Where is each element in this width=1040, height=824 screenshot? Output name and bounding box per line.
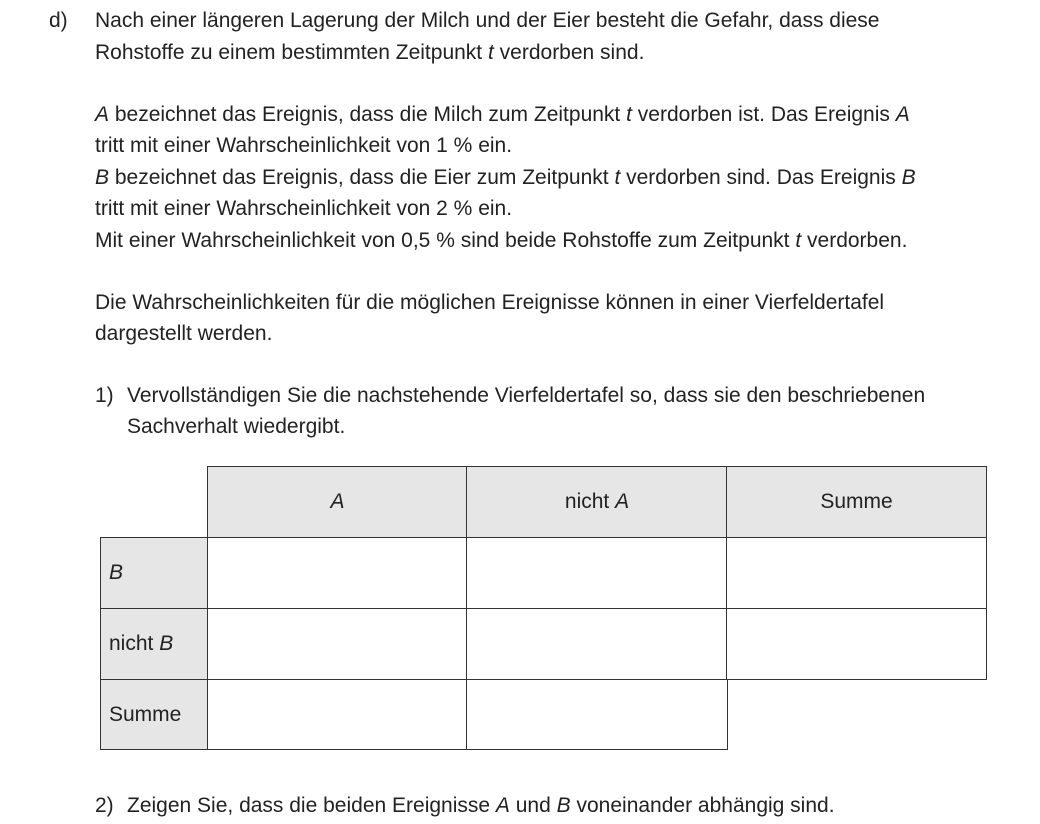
- event-a-line-1: A bezeichnet das Ereignis, dass die Milch zum Zeitpunkt t verdorben ist. Das Ereignis A: [95, 103, 910, 126]
- task-1-number: 1): [95, 384, 114, 407]
- task-1-line-2: Sachverhalt wiedergibt.: [127, 415, 346, 438]
- header-sum: Summe: [726, 466, 987, 538]
- row-header-b: B: [100, 537, 208, 609]
- task-1-line-1: Vervollständigen Sie die nachstehende Vierfeldertafel so, dass sie den beschriebenen: [127, 384, 926, 407]
- table-intro-line-2: dargestellt werden.: [95, 322, 273, 345]
- row-header-not-b: nicht B: [100, 608, 208, 680]
- event-b-line-2: tritt mit einer Wahrscheinlichkeit von 2 % ein.: [95, 197, 513, 220]
- cell-b-sum[interactable]: [726, 537, 987, 609]
- cell-sum-not-a[interactable]: [466, 679, 728, 750]
- row-header-sum: Summe: [100, 679, 208, 750]
- header-not-a: nicht A: [466, 466, 728, 538]
- table-intro-line-1: Die Wahrscheinlichkeiten für die möglichen Ereignisse können in einer Vierfeldertafel: [95, 291, 885, 314]
- intro-line-1: Nach einer längeren Lagerung der Milch und der Eier besteht die Gefahr, dass diese: [95, 9, 880, 32]
- task-2-line: Zeigen Sie, dass die beiden Ereignisse A und B voneinander abhängig sind.: [127, 794, 835, 817]
- part-label: d): [49, 9, 68, 32]
- event-a-line-2: tritt mit einer Wahrscheinlichkeit von 1 % ein.: [95, 134, 513, 157]
- cell-not-b-a[interactable]: [207, 608, 468, 680]
- cell-sum-a[interactable]: [207, 679, 468, 750]
- cell-not-b-sum[interactable]: [726, 608, 987, 680]
- cell-b-not-a[interactable]: [466, 537, 728, 609]
- header-a: A: [207, 466, 468, 538]
- task-2-number: 2): [95, 794, 114, 817]
- cell-b-a[interactable]: [207, 537, 468, 609]
- both-events-line: Mit einer Wahrscheinlichkeit von 0,5 % sind beide Rohstoffe zum Zeitpunkt t verdorben.: [95, 229, 908, 252]
- intro-line-2: Rohstoffe zu einem bestimmten Zeitpunkt t verdorben sind.: [95, 41, 645, 64]
- event-b-line-1: B bezeichnet das Ereignis, dass die Eier zum Zeitpunkt t verdorben sind. Das Ereignis B: [95, 166, 916, 189]
- cell-not-b-not-a[interactable]: [466, 608, 728, 680]
